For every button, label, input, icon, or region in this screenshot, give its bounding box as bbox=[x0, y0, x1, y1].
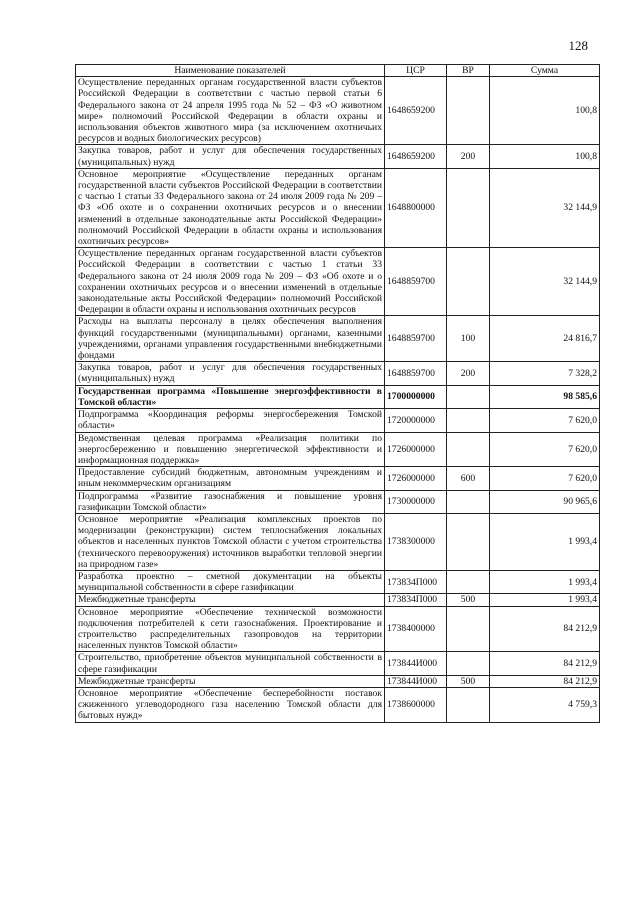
row-csr-cell: 173834П000 bbox=[385, 594, 447, 606]
row-name-cell: Межбюджетные трансферты bbox=[76, 675, 385, 687]
row-name-cell: Основное мероприятие «Реализация комплексных проектов по модернизации (реконструкции) систем теплоснабжения локальных объектов и населенных пунктов Томской области с учетом строительства (технического перевооружения) источников выработки тепловой энергии на природном газе» bbox=[76, 513, 385, 570]
row-sum-cell: 100,8 bbox=[490, 77, 600, 145]
row-vr-cell: 500 bbox=[447, 594, 490, 606]
row-vr-cell bbox=[447, 409, 490, 432]
row-sum-cell: 90 965,6 bbox=[490, 490, 600, 513]
row-sum-cell: 7 620,0 bbox=[490, 409, 600, 432]
row-sum-cell: 32 144,9 bbox=[490, 168, 600, 247]
row-vr-cell: 200 bbox=[447, 145, 490, 168]
row-vr-cell bbox=[447, 248, 490, 316]
table-row bbox=[76, 248, 600, 316]
row-sum-cell: 32 144,9 bbox=[490, 248, 600, 316]
table-row bbox=[76, 594, 600, 606]
row-csr-cell: 1648800000 bbox=[385, 168, 447, 247]
table-row bbox=[76, 687, 600, 722]
row-sum-cell: 84 212,9 bbox=[490, 675, 600, 687]
column-header-sum: Сумма bbox=[490, 65, 600, 77]
row-name-cell: Предоставление субсидий бюджетным, автономным учреждениям и иным некоммерческим организациям bbox=[76, 467, 385, 490]
table-row bbox=[76, 409, 600, 432]
table-row bbox=[76, 467, 600, 490]
row-name-cell: Подпрограмма «Координация реформы энергосбережения Томской области» bbox=[76, 409, 385, 432]
row-name-cell: Основное мероприятие «Обеспечение бесперебойности поставок сжиженного углеводородного газа населению Томской области для бытовых нужд» bbox=[76, 687, 385, 722]
row-name-cell: Строительство, приобретение объектов муниципальной собственности в сфере газификации bbox=[76, 652, 385, 675]
row-name-cell: Осуществление переданных органам государственной власти субъектов Российской Федерации в соответствии с частью 1 статьи 33 Федерального закона от 24 июля 2009 года № 209 – ФЗ «Об охоте и о сохранении охотничьих ресурсов и о внесении изменений в отдельные законодательные акты Российской Федерации» полномочий Российской Федерации в области охраны и использования охотничьих ресурсов bbox=[76, 248, 385, 316]
row-vr-cell bbox=[447, 432, 490, 467]
row-vr-cell bbox=[447, 77, 490, 145]
row-csr-cell: 1738400000 bbox=[385, 606, 447, 652]
row-csr-cell: 1648859700 bbox=[385, 316, 447, 362]
row-csr-cell: 173844И000 bbox=[385, 652, 447, 675]
row-vr-cell bbox=[447, 652, 490, 675]
table-header-row bbox=[76, 65, 600, 77]
row-sum-cell: 7 328,2 bbox=[490, 362, 600, 385]
row-csr-cell: 1726000000 bbox=[385, 467, 447, 490]
row-csr-cell: 1726000000 bbox=[385, 432, 447, 467]
row-name-cell: Закупка товаров, работ и услуг для обеспечения государственных (муниципальных) нужд bbox=[76, 145, 385, 168]
row-vr-cell: 200 bbox=[447, 362, 490, 385]
row-vr-cell bbox=[447, 570, 490, 593]
table-row bbox=[76, 77, 600, 145]
row-csr-cell: 1720000000 bbox=[385, 409, 447, 432]
table-row bbox=[76, 606, 600, 652]
row-vr-cell bbox=[447, 513, 490, 570]
row-vr-cell: 600 bbox=[447, 467, 490, 490]
row-sum-cell: 1 993,4 bbox=[490, 594, 600, 606]
row-csr-cell: 1738300000 bbox=[385, 513, 447, 570]
row-csr-cell: 173844И000 bbox=[385, 675, 447, 687]
table-row bbox=[76, 168, 600, 247]
table-row bbox=[76, 570, 600, 593]
table-row bbox=[76, 675, 600, 687]
row-csr-cell: 1648859700 bbox=[385, 362, 447, 385]
table-row bbox=[76, 513, 600, 570]
page-number: 128 bbox=[568, 38, 588, 53]
row-name-cell: Осуществление переданных органам государственной власти субъектов Российской Федерации в соответствии с частью первой статьи 6 Федерального закона от 24 апреля 1995 года № 52 – ФЗ «О животном мире» полномочий Российской Федерации в области охраны и использования объектов животного мира (за исключением охотничьих ресурсов и водных биологических ресурсов) bbox=[76, 77, 385, 145]
row-csr-cell: 1700000000 bbox=[385, 385, 447, 408]
row-name-cell: Подпрограмма «Развитие газоснабжения и повышение уровня газификации Томской области» bbox=[76, 490, 385, 513]
row-sum-cell: 98 585,6 bbox=[490, 385, 600, 408]
row-name-cell: Межбюджетные трансферты bbox=[76, 594, 385, 606]
row-vr-cell bbox=[447, 687, 490, 722]
table-body bbox=[76, 77, 600, 722]
row-csr-cell: 1648659200 bbox=[385, 77, 447, 145]
row-sum-cell: 7 620,0 bbox=[490, 467, 600, 490]
table-row bbox=[76, 490, 600, 513]
row-sum-cell: 1 993,4 bbox=[490, 570, 600, 593]
budget-table bbox=[75, 64, 600, 723]
row-sum-cell: 24 816,7 bbox=[490, 316, 600, 362]
row-sum-cell: 84 212,9 bbox=[490, 652, 600, 675]
table-row bbox=[76, 652, 600, 675]
table-row bbox=[76, 362, 600, 385]
row-name-cell: Расходы на выплаты персоналу в целях обеспечения выполнения функций государственными (муниципальными) органами, казенными учреждениями, органами управления государственными внебюджетными фондами bbox=[76, 316, 385, 362]
row-vr-cell bbox=[447, 606, 490, 652]
row-name-cell: Ведомственная целевая программа «Реализация политики по энергосбережению и повышению энергетической эффективности и информационная поддержка» bbox=[76, 432, 385, 467]
row-csr-cell: 1730000000 bbox=[385, 490, 447, 513]
table-row bbox=[76, 432, 600, 467]
row-vr-cell bbox=[447, 490, 490, 513]
row-name-cell: Государственная программа «Повышение энергоэффективности в Томской области» bbox=[76, 385, 385, 408]
row-sum-cell: 1 993,4 bbox=[490, 513, 600, 570]
row-csr-cell: 1648659200 bbox=[385, 145, 447, 168]
row-vr-cell: 100 bbox=[447, 316, 490, 362]
table-row bbox=[76, 145, 600, 168]
row-sum-cell: 7 620,0 bbox=[490, 432, 600, 467]
row-sum-cell: 84 212,9 bbox=[490, 606, 600, 652]
column-header-csr: ЦСР bbox=[385, 65, 447, 77]
row-csr-cell: 1738600000 bbox=[385, 687, 447, 722]
column-header-name: Наименование показателей bbox=[76, 65, 385, 77]
row-name-cell: Разработка проектно – сметной документации на объекты муниципальной собственности в сфере газификации bbox=[76, 570, 385, 593]
row-sum-cell: 4 759,3 bbox=[490, 687, 600, 722]
row-vr-cell bbox=[447, 385, 490, 408]
row-vr-cell: 500 bbox=[447, 675, 490, 687]
row-csr-cell: 1648859700 bbox=[385, 248, 447, 316]
row-vr-cell bbox=[447, 168, 490, 247]
row-csr-cell: 173834П000 bbox=[385, 570, 447, 593]
row-name-cell: Основное мероприятие «Обеспечение технической возможности подключения потребителей к сети газоснабжения. Проектирование и строительство распределительных газопроводов на территории населенных пунктов Томской области» bbox=[76, 606, 385, 652]
table-row bbox=[76, 316, 600, 362]
row-sum-cell: 100,8 bbox=[490, 145, 600, 168]
row-name-cell: Основное мероприятие «Осуществление переданных органам государственной власти субъектов Российской Федерации в соответствии с частью 1 статьи 33 Федерального закона от 24 июля 2009 года № 209 – ФЗ «Об охоте и о сохранении охотничьих ресурсов и о внесении изменений в отдельные законодательные акты Российской Федерации» полномочий Российской Федерации в области охраны и использования охотничьих ресурсов» bbox=[76, 168, 385, 247]
row-name-cell: Закупка товаров, работ и услуг для обеспечения государственных (муниципальных) нужд bbox=[76, 362, 385, 385]
column-header-vr: ВР bbox=[447, 65, 490, 77]
table-row bbox=[76, 385, 600, 408]
